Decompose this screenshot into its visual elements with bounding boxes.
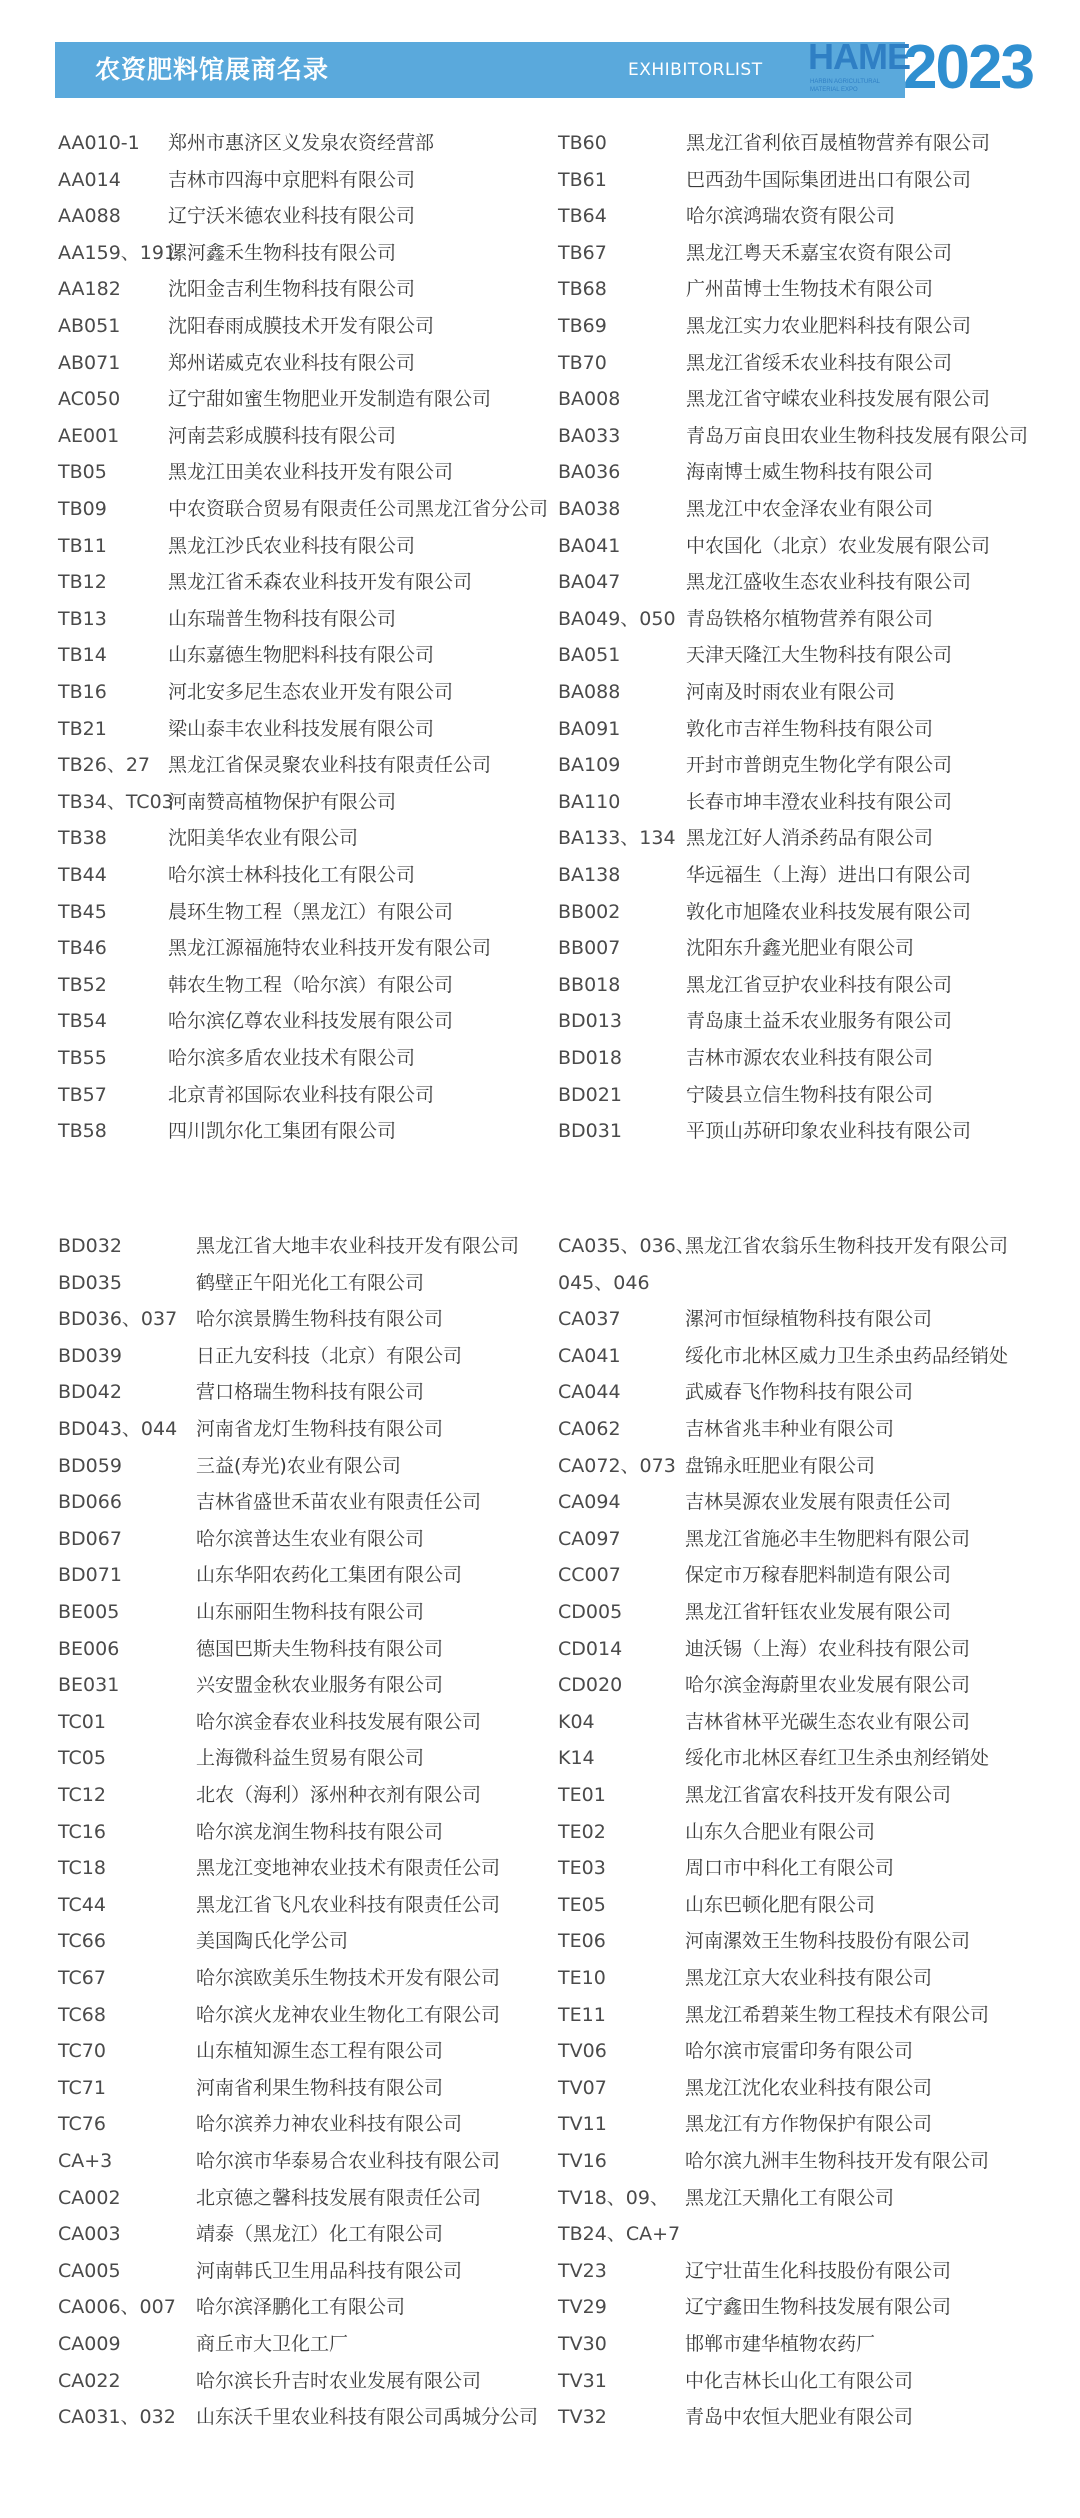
exhibitor-name: 哈尔滨市宸雷印务有限公司 bbox=[685, 2040, 914, 2063]
booth-code: TB12 bbox=[58, 571, 107, 594]
exhibitor-name: 长春市坤丰澄农业科技有限公司 bbox=[686, 790, 953, 813]
exhibitor-name: 哈尔滨普达生农业有限公司 bbox=[196, 1527, 425, 1550]
exhibitor-name: 河北安多尼生态农业开发有限公司 bbox=[168, 681, 454, 703]
booth-code: BD036、037 bbox=[58, 1308, 178, 1331]
exhibitor-name: 哈尔滨龙润生物科技有限公司 bbox=[196, 1820, 444, 1843]
exhibitor-name: 平顶山苏研印象农业科技有限公司 bbox=[686, 1120, 972, 1143]
booth-code: TV18、09、 bbox=[558, 2186, 669, 2209]
exhibitor-name: 美国陶氏化学公司 bbox=[196, 1930, 349, 1953]
booth-code: TC71 bbox=[58, 2076, 106, 2099]
booth-code: TB64 bbox=[558, 205, 607, 228]
exhibitor-name: 青岛康土益禾农业服务有限公司 bbox=[686, 1010, 953, 1033]
booth-code: BD035 bbox=[58, 1271, 122, 1294]
booth-code: CA+3 bbox=[58, 2150, 113, 2172]
booth-code: TV06 bbox=[558, 2040, 607, 2063]
booth-code: AA014 bbox=[58, 168, 121, 191]
booth-code: BE006 bbox=[58, 1637, 120, 1660]
exhibitor-name: 沈阳春雨成膜技术开发有限公司 bbox=[168, 315, 435, 337]
exhibitor-name: 保定市万稼春肥料制造有限公司 bbox=[685, 1564, 952, 1587]
exhibitor-name: 山东巴顿化肥有限公司 bbox=[685, 1893, 876, 1916]
booth-code: K14 bbox=[558, 1747, 595, 1770]
exhibitor-name: 敦化市吉祥生物科技有限公司 bbox=[686, 717, 934, 740]
exhibitor-name: 日正九安科技（北京）有限公司 bbox=[196, 1344, 463, 1367]
booth-code: TB45 bbox=[58, 900, 107, 923]
exhibitor-name: 黑龙江省豆护农业科技有限公司 bbox=[686, 973, 953, 996]
booth-code: BA038 bbox=[558, 498, 621, 520]
booth-code: TV30 bbox=[558, 2333, 607, 2355]
booth-code: TB60 bbox=[558, 132, 607, 154]
booth-code: TE11 bbox=[558, 2003, 606, 2026]
booth-code: TC76 bbox=[58, 2113, 106, 2136]
booth-code: TC05 bbox=[58, 1747, 106, 1770]
booth-code: CD005 bbox=[558, 1601, 623, 1623]
exhibitor-name: 黑龙江省大地丰农业科技开发有限公司 bbox=[196, 1235, 520, 1257]
exhibitor-name: 黑龙江源福施特农业科技开发有限公司 bbox=[168, 937, 492, 960]
exhibitor-name: 沈阳美华农业有限公司 bbox=[168, 827, 359, 850]
exhibitor-name: 黑龙江京大农业科技有限公司 bbox=[685, 1967, 933, 1989]
exhibitor-name: 哈尔滨火龙神农业生物化工有限公司 bbox=[196, 2003, 501, 2026]
exhibitor-name: 吉林市四海中京肥料有限公司 bbox=[168, 168, 416, 191]
booth-code: CA044 bbox=[558, 1381, 621, 1404]
exhibitor-name: 周口市中科化工有限公司 bbox=[685, 1857, 895, 1880]
exhibitor-name: 哈尔滨金海蔚里农业发展有限公司 bbox=[685, 1674, 971, 1697]
exhibitor-name: 北京德之馨科技发展有限责任公司 bbox=[196, 2186, 482, 2209]
booth-code: AE001 bbox=[58, 424, 120, 447]
logo-text: HAME bbox=[808, 36, 910, 77]
exhibitor-name: 沈阳东升鑫光肥业有限公司 bbox=[686, 937, 915, 960]
booth-code: TB24、CA+7 bbox=[558, 2223, 681, 2246]
booth-code: CA062 bbox=[558, 1418, 621, 1440]
exhibitor-name: 中化吉林长山化工有限公司 bbox=[685, 2369, 914, 2392]
booth-code: TV23 bbox=[558, 2259, 607, 2282]
booth-code: TB67 bbox=[558, 241, 607, 264]
exhibitor-name: 山东华阳农药化工集团有限公司 bbox=[196, 1564, 463, 1587]
booth-code: TV11 bbox=[558, 2113, 607, 2136]
booth-code: BA091 bbox=[558, 717, 621, 740]
booth-code: BE005 bbox=[58, 1601, 120, 1623]
exhibitor-name: 郑州市惠济区义发泉农资经营部 bbox=[168, 132, 435, 154]
booth-code: BD013 bbox=[558, 1010, 622, 1033]
booth-code: TB34、TC03 bbox=[58, 790, 174, 813]
exhibitor-name: 河南漯效王生物科技股份有限公司 bbox=[685, 1930, 971, 1953]
exhibitor-name: 绥化市北林区春红卫生杀虫剂经销处 bbox=[685, 1747, 990, 1770]
exhibitor-name: 哈尔滨九洲丰生物科技开发有限公司 bbox=[685, 2150, 990, 2172]
exhibitor-name: 黑龙江省富农科技开发有限公司 bbox=[685, 1784, 952, 1806]
exhibitor-name: 哈尔滨泽鹏化工有限公司 bbox=[196, 2296, 406, 2319]
booth-code: CA003 bbox=[58, 2223, 121, 2246]
booth-code: TB44 bbox=[58, 864, 107, 886]
exhibitor-name: 哈尔滨市华泰易合农业科技有限公司 bbox=[196, 2150, 501, 2172]
exhibitor-name: 辽宁鑫田生物科技发展有限公司 bbox=[685, 2296, 952, 2319]
exhibitor-name: 兴安盟金秋农业服务有限公司 bbox=[196, 1674, 444, 1697]
exhibitor-name: 黑龙江变地神农业技术有限责任公司 bbox=[196, 1857, 501, 1880]
booth-code: BD067 bbox=[58, 1527, 122, 1550]
booth-code: TE02 bbox=[558, 1820, 606, 1843]
booth-code: CA009 bbox=[58, 2333, 121, 2355]
booth-code: TB21 bbox=[58, 717, 107, 740]
booth-code: TE01 bbox=[558, 1784, 606, 1806]
exhibitor-name: 哈尔滨亿尊农业科技发展有限公司 bbox=[168, 1010, 454, 1033]
booth-code: AB051 bbox=[58, 315, 121, 337]
exhibitor-name: 哈尔滨金春农业科技发展有限公司 bbox=[196, 1710, 482, 1733]
exhibitor-name: 哈尔滨养力神农业科技有限公司 bbox=[196, 2113, 463, 2136]
exhibitor-name: 青岛万亩良田农业生物科技发展有限公司 bbox=[686, 424, 1029, 447]
booth-code: CA031、032 bbox=[58, 2406, 176, 2429]
booth-code: TE10 bbox=[558, 1967, 606, 1989]
exhibitor-name: 河南省利果生物科技有限公司 bbox=[196, 2076, 444, 2099]
exhibitor-name: 哈尔滨士林科技化工有限公司 bbox=[168, 864, 416, 886]
booth-code: BA133、134 bbox=[558, 827, 676, 850]
exhibitor-name: 吉林昊源农业发展有限责任公司 bbox=[685, 1491, 952, 1514]
booth-code: TB55 bbox=[58, 1047, 107, 1069]
booth-code: CC007 bbox=[558, 1564, 621, 1587]
booth-code: CA002 bbox=[58, 2186, 121, 2209]
exhibitor-name: 郑州诺威克农业科技有限公司 bbox=[168, 351, 416, 374]
exhibitor-name: 韩农生物工程（哈尔滨）有限公司 bbox=[168, 973, 454, 996]
booth-code: BD066 bbox=[58, 1491, 122, 1514]
exhibitor-name: 山东瑞普生物科技有限公司 bbox=[168, 607, 397, 630]
exhibitor-name: 黑龙江省施必丰生物肥料有限公司 bbox=[685, 1527, 971, 1550]
exhibitor-name: 漯河鑫禾生物科技有限公司 bbox=[168, 241, 397, 264]
exhibitor-name: 四川凯尔化工集团有限公司 bbox=[168, 1120, 397, 1143]
exhibitor-name: 敦化市旭隆农业科技发展有限公司 bbox=[686, 900, 972, 923]
booth-code: TC68 bbox=[58, 2003, 106, 2026]
exhibitor-name: 黑龙江省农翁乐生物科技开发有限公司 bbox=[685, 1235, 1009, 1257]
exhibitor-name: 开封市普朗克生物化学有限公司 bbox=[686, 754, 953, 777]
exhibitor-name: 哈尔滨鸿瑞农资有限公司 bbox=[686, 205, 896, 228]
booth-code: CA041 bbox=[558, 1344, 621, 1367]
exhibitor-name: 山东久合肥业有限公司 bbox=[685, 1820, 876, 1843]
booth-code: CA022 bbox=[58, 2369, 121, 2392]
exhibitor-name: 鹤壁正午阳光化工有限公司 bbox=[196, 1271, 425, 1294]
exhibitor-name: 邯郸市建华植物农药厂 bbox=[685, 2333, 876, 2355]
booth-code: BD031 bbox=[558, 1120, 622, 1143]
exhibitor-name: 迪沃锡（上海）农业科技有限公司 bbox=[685, 1637, 971, 1660]
exhibitor-name: 吉林省林平光碳生态农业有限公司 bbox=[685, 1710, 971, 1733]
booth-code: TE06 bbox=[558, 1930, 606, 1953]
booth-code: BA033 bbox=[558, 424, 621, 447]
booth-code: TB46 bbox=[58, 937, 107, 960]
exhibitor-name: 哈尔滨长升吉时农业发展有限公司 bbox=[196, 2369, 482, 2392]
booth-code: BA041 bbox=[558, 534, 621, 557]
booth-code: BA036 bbox=[558, 461, 621, 484]
booth-code: BD043、044 bbox=[58, 1418, 178, 1440]
exhibitor-name: 山东植知源生态工程有限公司 bbox=[196, 2040, 444, 2063]
booth-code: TB69 bbox=[558, 315, 607, 337]
exhibitor-name: 辽宁沃米德农业科技有限公司 bbox=[168, 205, 416, 228]
booth-code: BD021 bbox=[558, 1083, 622, 1106]
exhibitor-name: 吉林省兆丰种业有限公司 bbox=[685, 1418, 895, 1440]
booth-code: CA035、036、 bbox=[558, 1235, 695, 1257]
booth-code: TB05 bbox=[58, 461, 107, 484]
booth-code: BA109 bbox=[558, 754, 621, 777]
booth-code: TB58 bbox=[58, 1120, 107, 1143]
booth-code: CA006、007 bbox=[58, 2296, 176, 2319]
booth-code: TC01 bbox=[58, 1710, 106, 1733]
exhibitor-name: 青岛中农恒大肥业有限公司 bbox=[685, 2406, 914, 2429]
exhibitor-name: 黑龙江省绥禾农业科技有限公司 bbox=[686, 351, 953, 374]
exhibitor-name: 北京青祁国际农业科技有限公司 bbox=[168, 1083, 435, 1106]
booth-code: AA088 bbox=[58, 205, 121, 228]
exhibitor-name: 哈尔滨多盾农业技术有限公司 bbox=[168, 1047, 416, 1069]
booth-code: BA138 bbox=[558, 864, 621, 886]
booth-code: BA049、050 bbox=[558, 607, 676, 630]
booth-code: CD014 bbox=[558, 1637, 623, 1660]
booth-code: BA110 bbox=[558, 790, 621, 813]
exhibitor-name: 德国巴斯夫生物科技有限公司 bbox=[196, 1637, 444, 1660]
booth-code: TV16 bbox=[558, 2150, 607, 2172]
booth-code: BD071 bbox=[58, 1564, 122, 1587]
booth-code: CA072、073 bbox=[558, 1454, 676, 1477]
page-title: 农资肥料馆展商名录 bbox=[95, 55, 330, 84]
exhibitor-name: 广州苗博士生物技术有限公司 bbox=[686, 278, 934, 301]
exhibitor-name: 山东丽阳生物科技有限公司 bbox=[196, 1601, 425, 1623]
booth-code: TE03 bbox=[558, 1857, 606, 1880]
booth-code: BB007 bbox=[558, 937, 621, 960]
booth-code: TC16 bbox=[58, 1820, 106, 1843]
booth-code: 045、046 bbox=[558, 1271, 650, 1294]
booth-code: BD042 bbox=[58, 1381, 122, 1404]
booth-code: BD018 bbox=[558, 1047, 622, 1069]
booth-code: AA010-1 bbox=[58, 132, 140, 154]
exhibitor-name: 黑龙江沙氏农业科技有限公司 bbox=[168, 534, 416, 557]
exhibitor-name: 辽宁壮苗生化科技股份有限公司 bbox=[685, 2259, 952, 2282]
exhibitor-name: 天津天隆江大生物科技有限公司 bbox=[686, 644, 953, 667]
exhibitor-name: 黑龙江沈化农业科技有限公司 bbox=[685, 2076, 933, 2099]
page-subtitle: EXHIBITORLIST bbox=[628, 60, 763, 80]
exhibitor-name: 绥化市北林区威力卫生杀虫药品经销处 bbox=[685, 1344, 1009, 1367]
exhibitor-name: 三益(寿光)农业有限公司 bbox=[196, 1454, 401, 1477]
booth-code: TB38 bbox=[58, 827, 107, 850]
exhibitor-name: 盘锦永旺肥业有限公司 bbox=[685, 1454, 876, 1477]
logo-small-text: HARBIN AGRICULTURAL MATERIAL EXPO bbox=[810, 79, 880, 93]
booth-code: AC050 bbox=[58, 388, 121, 411]
exhibitor-name: 河南及时雨农业有限公司 bbox=[686, 681, 896, 703]
exhibitor-name: 商丘市大卫化工厂 bbox=[196, 2333, 349, 2355]
booth-code: TB52 bbox=[58, 973, 107, 996]
booth-code: TC66 bbox=[58, 1930, 106, 1953]
booth-code: K04 bbox=[558, 1710, 595, 1733]
exhibitor-name: 武威春飞作物科技有限公司 bbox=[685, 1381, 914, 1404]
booth-code: TB13 bbox=[58, 607, 107, 630]
booth-code: TV32 bbox=[558, 2406, 607, 2429]
booth-code: BE031 bbox=[58, 1674, 120, 1697]
exhibitor-name: 哈尔滨景腾生物科技有限公司 bbox=[196, 1308, 444, 1331]
exhibitor-name: 河南省龙灯生物科技有限公司 bbox=[196, 1418, 444, 1440]
exhibitor-name: 黑龙江实力农业肥料科技有限公司 bbox=[686, 315, 972, 337]
booth-code: TC70 bbox=[58, 2040, 106, 2063]
exhibitor-name: 黑龙江天鼎化工有限公司 bbox=[685, 2186, 895, 2209]
exhibitor-name: 山东沃千里农业科技有限公司禹城分公司 bbox=[196, 2406, 539, 2429]
booth-code: TV31 bbox=[558, 2369, 607, 2392]
exhibitor-name: 黑龙江有方作物保护有限公司 bbox=[685, 2113, 933, 2136]
booth-code: BD039 bbox=[58, 1344, 122, 1367]
exhibitor-name: 晨环生物工程（黑龙江）有限公司 bbox=[168, 900, 454, 923]
exhibitor-name: 河南赞高植物保护有限公司 bbox=[168, 790, 397, 813]
exhibitor-name: 黑龙江盛收生态农业科技有限公司 bbox=[686, 571, 972, 594]
booth-code: BB002 bbox=[558, 900, 621, 923]
booth-code: CA037 bbox=[558, 1308, 621, 1331]
exhibitor-name: 黑龙江好人消杀药品有限公司 bbox=[686, 827, 934, 850]
exhibitor-name: 黑龙江省守嵘农业科技发展有限公司 bbox=[686, 388, 991, 411]
exhibitor-name: 辽宁甜如蜜生物肥业开发制造有限公司 bbox=[168, 388, 492, 411]
exhibitor-name: 华远福生（上海）进出口有限公司 bbox=[686, 864, 972, 886]
exhibitor-name: 漯河市恒绿植物科技有限公司 bbox=[685, 1308, 933, 1331]
exhibitor-name: 山东嘉德生物肥料科技有限公司 bbox=[168, 644, 435, 667]
exhibitor-name: 河南芸彩成膜科技有限公司 bbox=[168, 424, 397, 447]
booth-code: BD059 bbox=[58, 1454, 122, 1477]
booth-code: AA159、191 bbox=[58, 241, 177, 264]
booth-code: BA008 bbox=[558, 388, 621, 411]
booth-code: TB16 bbox=[58, 681, 107, 703]
exhibitor-name: 巴西劲牛国际集团进出口有限公司 bbox=[686, 168, 972, 191]
booth-code: BD032 bbox=[58, 1235, 122, 1257]
exhibitor-name: 中农国化（北京）农业发展有限公司 bbox=[686, 534, 991, 557]
booth-code: TV29 bbox=[558, 2296, 607, 2319]
booth-code: TB57 bbox=[58, 1083, 107, 1106]
hame-logo bbox=[808, 33, 1033, 106]
exhibitor-name: 黑龙江省保灵聚农业科技有限责任公司 bbox=[168, 754, 492, 777]
exhibitor-name: 黑龙江中农金泽农业有限公司 bbox=[686, 498, 934, 520]
exhibitor-name: 北农（海利）涿州种衣剂有限公司 bbox=[196, 1784, 482, 1806]
booth-code: CA094 bbox=[558, 1491, 621, 1514]
exhibitor-name: 黑龙江粤天禾嘉宝农资有限公司 bbox=[686, 241, 953, 264]
booth-code: TB11 bbox=[58, 534, 107, 557]
booth-code: CA097 bbox=[558, 1527, 621, 1550]
booth-code: CD020 bbox=[558, 1674, 623, 1697]
exhibitor-name: 中农资联合贸易有限责任公司黑龙江省分公司 bbox=[168, 498, 549, 520]
exhibitor-name: 黑龙江田美农业科技开发有限公司 bbox=[168, 461, 454, 484]
booth-code: TE05 bbox=[558, 1893, 606, 1916]
exhibitor-name: 青岛铁格尔植物营养有限公司 bbox=[686, 607, 934, 630]
booth-code: BA051 bbox=[558, 644, 621, 667]
booth-code: TB26、27 bbox=[58, 754, 150, 777]
exhibitor-name: 黑龙江省轩钰农业发展有限公司 bbox=[685, 1601, 952, 1623]
booth-code: TB68 bbox=[558, 278, 607, 301]
booth-code: TB14 bbox=[58, 644, 107, 667]
exhibitor-name: 黑龙江省飞凡农业科技有限责任公司 bbox=[196, 1893, 501, 1916]
exhibitor-name: 靖泰（黑龙江）化工有限公司 bbox=[196, 2223, 444, 2246]
exhibitor-name: 营口格瑞生物科技有限公司 bbox=[196, 1381, 425, 1404]
exhibitor-name: 上海微科益生贸易有限公司 bbox=[196, 1747, 425, 1770]
exhibitor-name: 黑龙江希碧莱生物工程技术有限公司 bbox=[685, 2003, 990, 2026]
exhibitor-name: 吉林省盛世禾苗农业有限责任公司 bbox=[196, 1491, 482, 1514]
logo-year: 2023 bbox=[903, 33, 1033, 102]
exhibitor-name: 梁山泰丰农业科技发展有限公司 bbox=[168, 717, 435, 740]
booth-code: TB09 bbox=[58, 498, 107, 520]
booth-code: TB54 bbox=[58, 1010, 107, 1033]
booth-code: TC67 bbox=[58, 1967, 106, 1989]
booth-code: BA047 bbox=[558, 571, 621, 594]
exhibitor-name: 哈尔滨欧美乐生物技术开发有限公司 bbox=[196, 1967, 501, 1989]
exhibitor-name: 吉林市源农农业科技有限公司 bbox=[686, 1047, 934, 1069]
booth-code: AA182 bbox=[58, 278, 121, 301]
exhibitor-name: 宁陵县立信生物科技有限公司 bbox=[686, 1083, 934, 1106]
booth-code: CA005 bbox=[58, 2259, 121, 2282]
booth-code: TC18 bbox=[58, 1857, 106, 1880]
exhibitor-name: 河南韩氏卫生用品科技有限公司 bbox=[196, 2259, 463, 2282]
booth-code: BB018 bbox=[558, 973, 621, 996]
booth-code: AB071 bbox=[58, 351, 121, 374]
booth-code: TC44 bbox=[58, 1893, 106, 1916]
booth-code: BA088 bbox=[558, 681, 621, 703]
exhibitor-name: 海南博士威生物科技有限公司 bbox=[686, 461, 934, 484]
booth-code: TB61 bbox=[558, 168, 607, 191]
booth-code: TC12 bbox=[58, 1784, 106, 1806]
booth-code: TB70 bbox=[558, 351, 607, 374]
exhibitor-name: 黑龙江省禾森农业科技开发有限公司 bbox=[168, 571, 473, 594]
exhibitor-name: 沈阳金吉利生物科技有限公司 bbox=[168, 278, 416, 301]
booth-code: TV07 bbox=[558, 2076, 607, 2099]
exhibitor-name: 黑龙江省利依百晟植物营养有限公司 bbox=[686, 132, 991, 154]
